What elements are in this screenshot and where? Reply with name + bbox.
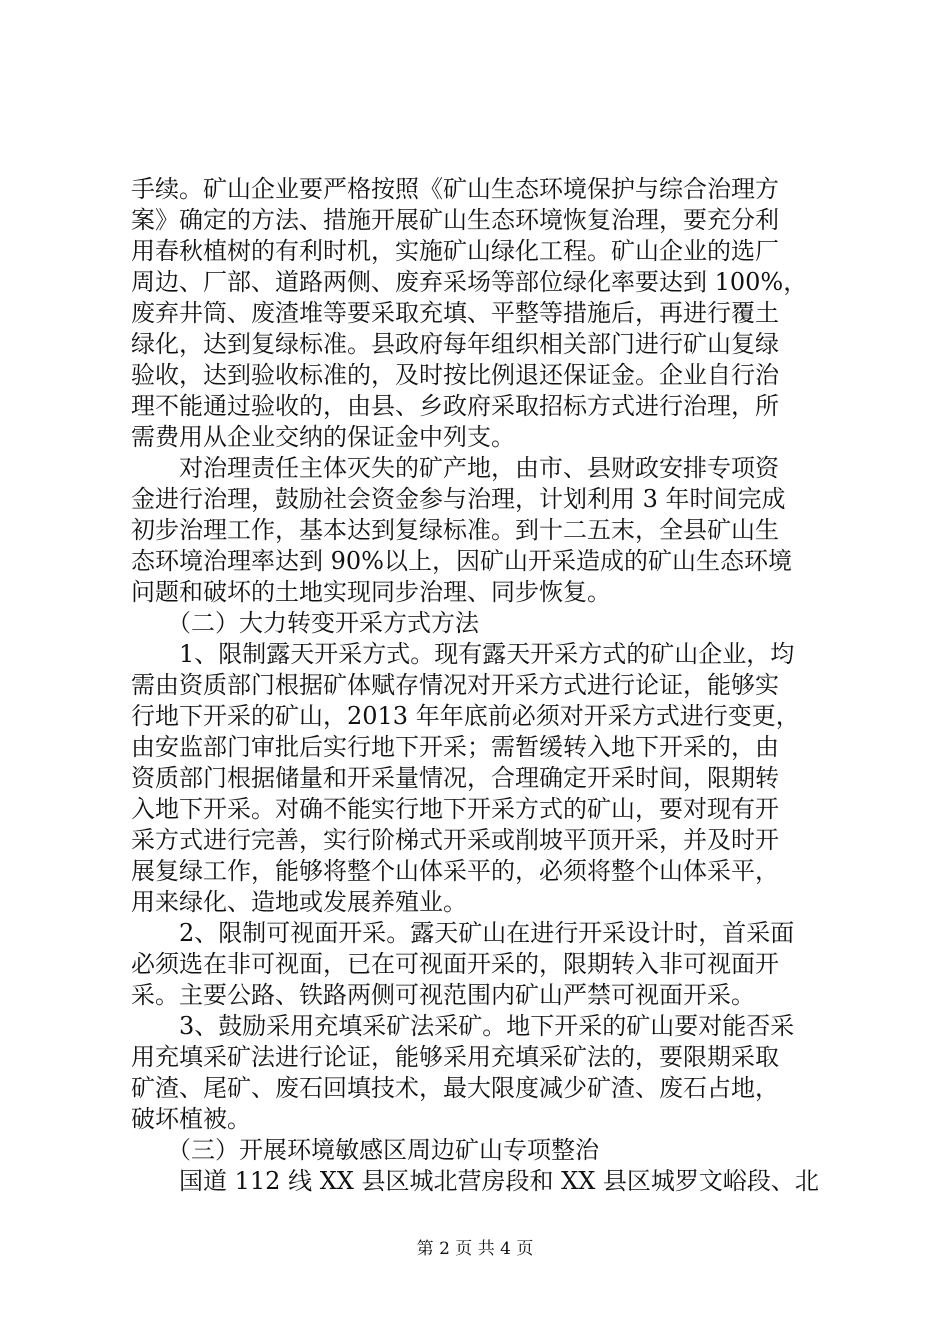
text-line: 需费用从企业交纳的保证金中列支。 <box>131 423 515 451</box>
text-line: 用来绿化、造地或发展养殖业。 <box>131 888 467 916</box>
text-line: 2、限制可视面开采。露天矿山在进行开采设计时，首采面 <box>131 919 795 947</box>
text-line: 由安监部门审批后实行地下开采；需暂缓转入地下开采的，由 <box>131 733 779 761</box>
text-line: 采方式进行完善，实行阶梯式开采或削坡平顶开采，并及时开 <box>131 826 779 854</box>
text-line: 资质部门根据储量和开采量情况，合理确定开采时间，限期转 <box>131 764 779 792</box>
text-line: 行地下开采的矿山，2013 年年底前必须对开采方式进行变更， <box>131 702 800 730</box>
text-line: 用充填采矿法进行论证，能够采用充填采矿法的，要限期采取 <box>131 1043 779 1071</box>
text-line: 国道 112 线 XX 县区城北营房段和 XX 县区城罗文峪段、北 <box>131 1167 819 1195</box>
text-line: 需由资质部门根据矿体赋存情况对开采方式进行论证，能够实 <box>131 671 779 699</box>
text-line: 废弃井筒、废渣堆等要采取充填、平整等措施后，再进行覆土 <box>131 299 779 327</box>
text-line: 1、限制露天开采方式。现有露天开采方式的矿山企业，均 <box>131 640 795 668</box>
text-line: 绿化，达到复绿标准。县政府每年组织相关部门进行矿山复绿 <box>131 330 779 358</box>
text-line: 展复绿工作，能够将整个山体采平的，必须将整个山体采平， <box>131 857 779 885</box>
text-line: 手续。矿山企业要严格按照《矿山生态环境保护与综合治理方 <box>131 175 779 203</box>
text-line: 必须选在非可视面，已在可视面开采的，限期转入非可视面开 <box>131 950 779 978</box>
text-line: 态环境治理率达到 90%以上，因矿山开采造成的矿山生态环境 <box>131 547 792 575</box>
text-line: 矿渣、尾矿、废石回填技术，最大限度减少矿渣、废石占地， <box>131 1074 779 1102</box>
text-line: 采。主要公路、铁路两侧可视范围内矿山严禁可视面开采。 <box>131 981 755 1009</box>
text-line: 入地下开采。对确不能实行地下开采方式的矿山，要对现有开 <box>131 795 779 823</box>
text-line: 理不能通过验收的，由县、乡政府采取招标方式进行治理，所 <box>131 392 779 420</box>
text-line: 问题和破坏的土地实现同步治理、同步恢复。 <box>131 578 611 606</box>
text-line: 周边、厂部、道路两侧、废弃采场等部位绿化率要达到 100%， <box>131 268 808 296</box>
section-heading: （二）大力转变开采方式方法 <box>131 609 479 637</box>
text-line: 金进行治理，鼓励社会资金参与治理，计划利用 3 年时间完成 <box>131 485 786 513</box>
text-line: 验收，达到验收标准的，及时按比例退还保证金。企业自行治 <box>131 361 779 389</box>
text-line: 3、鼓励采用充填采矿法采矿。地下开采的矿山要对能否采 <box>131 1012 795 1040</box>
text-line: 案》确定的方法、措施开展矿山生态环境恢复治理，要充分利 <box>131 206 779 234</box>
text-line: 初步治理工作，基本达到复绿标准。到十二五末，全县矿山生 <box>131 516 779 544</box>
section-heading: （三）开展环境敏感区周边矿山专项整治 <box>131 1136 599 1164</box>
text-line: 对治理责任主体灭失的矿产地，由市、县财政安排专项资 <box>131 454 779 482</box>
text-line: 用春秋植树的有利时机，实施矿山绿化工程。矿山企业的选厂 <box>131 237 779 265</box>
page-number-footer: 第 2 页 共 4 页 <box>416 1239 534 1259</box>
text-line: 破坏植被。 <box>131 1105 251 1133</box>
